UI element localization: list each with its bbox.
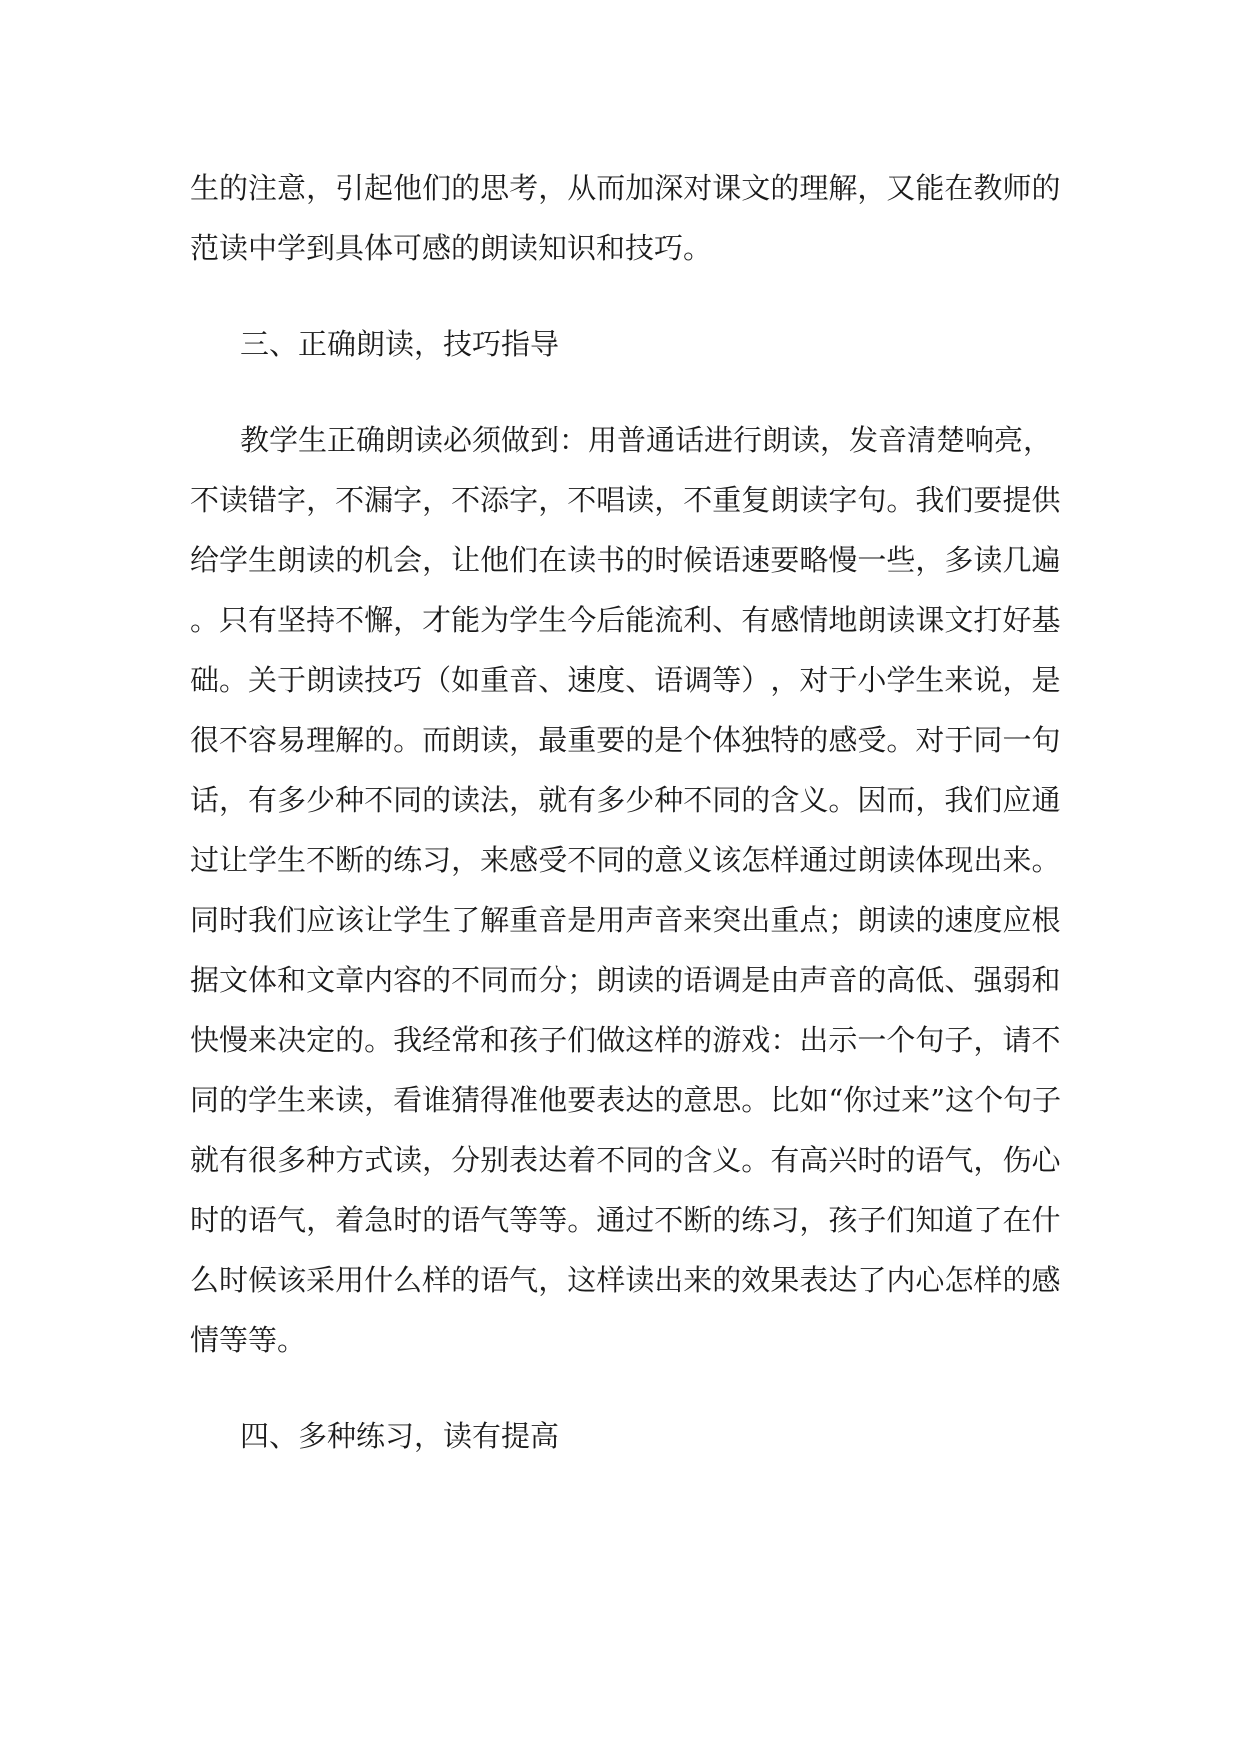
text-line: 快 慢 来 决 定 的 。 我 经 常 和 孩 子 们 做 这 样 的 游 戏 ： 出 示 一 个 句 子 ， 请 不 (190, 1023, 1061, 1057)
text-line: 么 时 候 该 采 用 什 么 样 的 语 气 ， 这 样 读 出 来 的 效 果 表 达 了 内 心 怎 样 的 感 (190, 1263, 1061, 1297)
text-line: 给 学 生 朗 读 的 机 会 ， 让 他 们 在 读 书 的 时 候 语 速 要 略 慢 一 些 ， 多 读 几 遍 (190, 543, 1061, 577)
text-line: 同 时 我 们 应 该 让 学 生 了 解 重 音 是 用 声 音 来 突 出 重 点 ； 朗 读 的 速 度 应 根 (190, 903, 1061, 937)
text-line: 据 文 体 和 文 章 内 容 的 不 同 而 分 ； 朗 读 的 语 调 是 由 声 音 的 高 低 、 强 弱 和 (190, 963, 1061, 997)
text-line: 。 只 有 坚 持 不 懈 ， 才 能 为 学 生 今 后 能 流 利 、 有 感 情 地 朗 读 课 文 打 好 基 (190, 603, 1061, 637)
text-line: 时 的 语 气 ， 着 急 时 的 语 气 等 等 。 通 过 不 断 的 练 习 ， 孩 子 们 知 道 了 在 什 (190, 1203, 1061, 1237)
paragraph-reading-guidance (190, 410, 1062, 1370)
text-line: 就 有 很 多 种 方 式 读 ， 分 别 表 达 着 不 同 的 含 义 。 有 高 兴 时 的 语 气 ， 伤 心 (190, 1143, 1061, 1177)
text-line: 范读中学到具体可感的朗读知识和技巧。 (190, 231, 713, 265)
text-line: 同 的 学 生 来 读 ， 看 谁 猜 得 准 他 要 表 达 的 意 思 。 比 如 “ 你 过 来 ” 这 个 句 子 (190, 1083, 1062, 1117)
text-line: 情等等。 (190, 1323, 307, 1357)
text-line: 础 。 关 于 朗 读 技 巧 （ 如 重 音 、 速 度 、 语 调 等 ） ， 对 于 小 学 生 来 说 ， 是 (190, 663, 1061, 697)
text-line: 不 读 错 字 ， 不 漏 字 ， 不 添 字 ， 不 唱 读 ， 不 重 复 朗 读 字 句 。 我 们 要 提 供 (190, 483, 1061, 517)
text-line: 教学生正确朗读必须做到：用普通话进行朗读，发音清楚响亮， (240, 423, 1053, 457)
text-line: 过 让 学 生 不 断 的 练 习 ， 来 感 受 不 同 的 意 义 该 怎 样 通 过 朗 读 体 现 出 来 。 (190, 843, 1061, 877)
section-heading-3: 三、正确朗读，技巧指导 (240, 327, 560, 361)
text-line: 生 的 注 意 ， 引 起 他 们 的 思 考 ， 从 而 加 深 对 课 文 的 理 解 ， 又 能 在 教 师 的 (190, 171, 1061, 205)
text-line: 话 ， 有 多 少 种 不 同 的 读 法 ， 就 有 多 少 种 不 同 的 含 义 。 因 而 ， 我 们 应 通 (190, 783, 1061, 817)
paragraph-continued (190, 158, 1061, 278)
section-heading-4: 四、多种练习，读有提高 (240, 1419, 560, 1453)
text-line: 很 不 容 易 理 解 的 。 而 朗 读 ， 最 重 要 的 是 个 体 独 特 的 感 受 。 对 于 同 一 句 (190, 723, 1061, 757)
document-body (190, 158, 1062, 1466)
